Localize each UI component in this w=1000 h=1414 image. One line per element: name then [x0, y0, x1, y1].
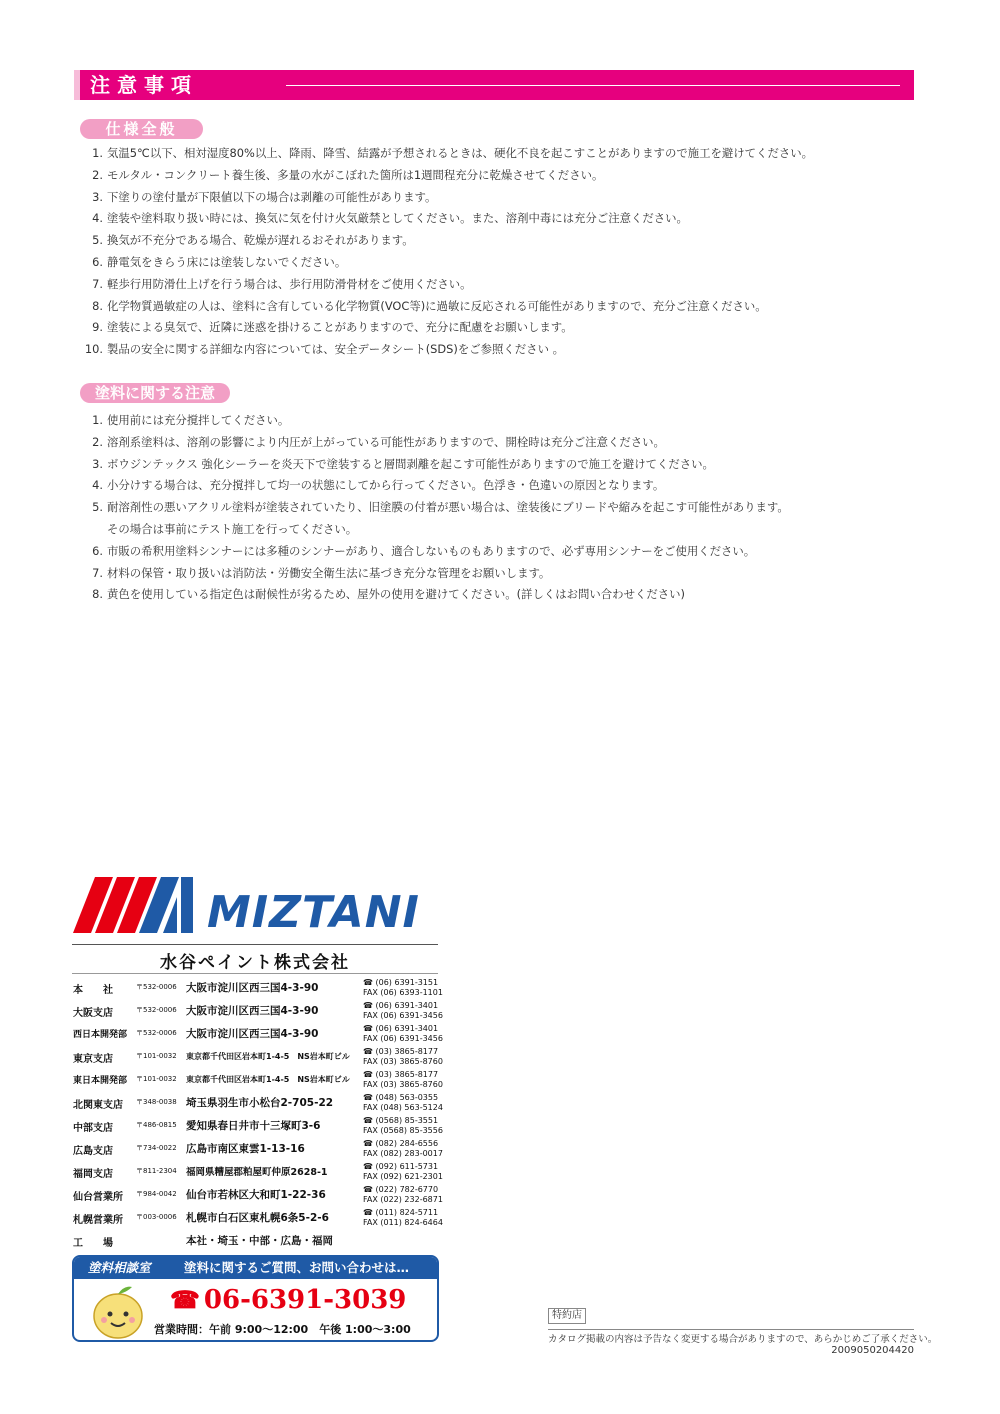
branch-row — [73, 1230, 443, 1253]
paint-notes-list — [84, 410, 789, 606]
branch-address: 東京都千代田区岩本町1-4-5 NS岩本町ビル — [186, 1075, 350, 1084]
phone-number: 06-6391-3039 — [203, 1285, 407, 1315]
branch-address: 広島市南区東雲1-13-16 — [186, 1143, 305, 1155]
branch-address: 埼玉県羽生市小松台2-705-22 — [186, 1097, 334, 1109]
divider — [72, 944, 438, 945]
branch-contact: ☎ (06) 6391-3401 FAX (06) 6391-3456 — [363, 1001, 443, 1020]
phone-icon: ☎ — [170, 1285, 200, 1314]
branch-zip: 〒532-0006 — [136, 983, 177, 991]
branch-zip: 〒984-0042 — [136, 1190, 177, 1198]
divider — [72, 973, 438, 974]
catalog-notice: カタログ掲載の内容は予告なく変更する場合がありますので、あらかじめご了承ください。 — [548, 1334, 938, 1345]
branch-contact: ☎ (0568) 85-3551 FAX (0568) 85-3556 — [363, 1116, 443, 1135]
branch-contact: ☎ (06) 6391-3151 FAX (06) 6393-1101 — [363, 978, 443, 997]
branch-contact: ☎ (092) 611-5731 FAX (092) 621-2301 — [363, 1162, 443, 1181]
branch-name: 東日本開発部 — [73, 1076, 128, 1086]
list-item: 7. 材料の保管・取り扱いは消防法・労働安全衛生法に基づき充分な管理をお願いします。 — [92, 565, 551, 580]
branch-address: 大阪市淀川区西三国4-3-90 — [186, 1028, 319, 1040]
branch-address: 愛知県春日井市十三塚町3-6 — [186, 1120, 321, 1132]
list-item: 4. 塗装や塗料取り扱い時には、換気に気を付け火気厳禁としてください。また、溶剤中毒には充分ご注意ください。 — [92, 211, 688, 226]
list-item: 6. 静電気をきらう床には塗装しないでください。 — [92, 254, 347, 269]
list-item: 1. 気温5℃以下、相対湿度80%以上、降雨、降雪、結露が予想されるときは、硬化不良を起こすことがありますので施工を避けてください。 — [92, 146, 814, 160]
branch-address: 大阪市淀川区西三国4-3-90 — [186, 1005, 319, 1017]
branch-zip: 〒532-0006 — [136, 1029, 177, 1037]
logo-mark — [73, 877, 193, 933]
branch-address: 大阪市淀川区西三国4-3-90 — [186, 982, 319, 994]
list-item: 3. ボウジンテックス 強化シーラーを炎天下で塗装すると層間剥離を起こす可能性がありますので施工を避けてください。 — [92, 456, 714, 471]
branch-name: 広島支店 — [73, 1146, 113, 1157]
branch-name: 大阪支店 — [73, 1008, 113, 1019]
header-rule — [286, 85, 900, 86]
list-item: 8. 黄色を使用している指定色は耐候性が劣るため、屋外の使用を避けてください。(詳しくはお問い合わせください) — [92, 587, 685, 602]
branch-zip: 〒101-0032 — [136, 1052, 177, 1060]
branch-zip: 〒486-0815 — [136, 1121, 177, 1129]
branch-row — [73, 1161, 443, 1184]
branch-name: 仙台営業所 — [73, 1192, 123, 1203]
page-title: 注意事項 — [90, 73, 198, 97]
consultation-phone[interactable] — [170, 1285, 406, 1315]
branch-zip: 〒003-0006 — [136, 1213, 177, 1221]
list-item: 5. 換気が不充分である場合、乾燥が遅れるおそれがあります。 — [92, 233, 414, 248]
branch-row — [73, 1207, 443, 1230]
list-item: 4. 小分けする場合は、充分撹拌して均一の状態にしてから行ってください。色浮き・色違いの原因となります。 — [92, 478, 665, 493]
list-item: 3. 下塗りの塗付量が下限値以下の場合は剥離の可能性があります。 — [92, 189, 437, 204]
branch-name: 中部支店 — [73, 1123, 113, 1134]
branch-row — [73, 1138, 443, 1161]
branch-row — [73, 1184, 443, 1207]
company-name: 水谷ペイント株式会社 — [160, 953, 350, 973]
consultation-label: 塗料相談室 — [88, 1260, 151, 1275]
logo-text: MIZTANI — [207, 887, 420, 935]
consultation-header — [74, 1257, 437, 1279]
catalog-code: 2009050204420 — [831, 1345, 914, 1356]
branch-name: 東京支店 — [73, 1054, 113, 1065]
list-item: 8. 化学物質過敏症の人は、塗料に含有している化学物質(VOC等)に過敏に反応される可能性がありますので、充分ご注意ください。 — [92, 298, 767, 313]
branch-name: 西日本開発部 — [73, 1030, 128, 1040]
branch-name: 札幌営業所 — [73, 1215, 123, 1226]
branch-contact: ☎ (022) 782-6770 FAX (022) 232-6871 — [363, 1185, 443, 1204]
branch-row — [73, 1069, 443, 1092]
branch-row — [73, 977, 443, 1000]
branch-row — [73, 1115, 443, 1138]
miztani-logo — [73, 873, 441, 935]
section-title-paint: 塗料に関する注意 — [80, 383, 230, 403]
branch-contact: ☎ (03) 3865-8177 FAX (03) 3865-8760 — [363, 1070, 443, 1089]
branch-zip: 〒734-0022 — [136, 1144, 177, 1152]
branch-contact: ☎ (082) 284-6556 FAX (082) 283-0017 — [363, 1139, 443, 1158]
consultation-question: 塗料に関するご質問、お問い合わせは… — [184, 1260, 410, 1275]
general-notes-list — [84, 143, 813, 361]
branch-name: 福岡支店 — [73, 1169, 113, 1180]
branch-row — [73, 1092, 443, 1115]
branch-zip: 〒101-0032 — [136, 1075, 177, 1083]
section-header — [74, 70, 914, 100]
section-title-general: 仕様全般 — [80, 119, 203, 139]
list-item: 2. 溶剤系塗料は、溶剤の影響により内圧が上がっている可能性がありますので、開栓時は充分ご注意ください。 — [92, 434, 665, 449]
consultation-box — [72, 1255, 439, 1342]
branch-name: 本 社 — [73, 985, 113, 996]
list-item: 6. 市販の希釈用塗料シンナーには多種のシンナーがあり、適合しないものもありますので、必ず専用シンナーをご使用ください。 — [92, 543, 756, 558]
list-item: 10. 製品の安全に関する詳細な内容については、安全データシート(SDS)をご参照ください 。 — [84, 342, 564, 357]
contract-dealer-label: 特約店 — [548, 1308, 586, 1324]
list-item: 1. 使用前には充分撹拌してください。 — [92, 413, 290, 427]
divider — [548, 1329, 914, 1330]
branch-zip: 〒348-0038 — [136, 1098, 177, 1106]
business-hours: 営業時間：午前 9:00〜12:00 午後 1:00〜3:00 — [154, 1323, 411, 1336]
branch-contact: ☎ (048) 563-0355 FAX (048) 563-5124 — [363, 1093, 443, 1112]
list-item: 9. 塗装による臭気で、近隣に迷惑を掛けることがありますので、充分に配慮をお願いします。 — [92, 320, 573, 335]
branch-name: 工 場 — [73, 1238, 113, 1249]
list-item: 5. 耐溶剤性の悪いアクリル塗料が塗装されていたり、旧塗膜の付着が悪い場合は、塗装後にブリードや縮みを起こす可能性があります。 — [92, 500, 789, 515]
branch-row — [73, 1000, 443, 1023]
list-item: 2. モルタル・コンクリート養生後、多量の水がこぼれた箇所は1週間程充分に乾燥させてください。 — [92, 167, 604, 182]
list-item: 7. 軽歩行用防滑仕上げを行う場合は、歩行用防滑骨材をご使用ください。 — [92, 276, 472, 291]
branch-address: 仙台市若林区大和町1-22-36 — [186, 1189, 326, 1201]
branch-name: 北関東支店 — [73, 1100, 123, 1111]
factory-locations: 本社・埼玉・中部・広島・福岡 — [186, 1235, 333, 1247]
header-accent — [74, 70, 80, 100]
branch-contact: ☎ (03) 3865-8177 FAX (03) 3865-8760 — [363, 1047, 443, 1066]
branch-address: 札幌市白石区東札幌6条5-2-6 — [186, 1212, 329, 1224]
branch-contact: ☎ (011) 824-5711 FAX (011) 824-6464 — [363, 1208, 443, 1227]
branch-contact: ☎ (06) 6391-3401 FAX (06) 6391-3456 — [363, 1024, 443, 1043]
mascot-icon — [88, 1283, 148, 1341]
branch-zip: 〒811-2304 — [136, 1167, 177, 1175]
branch-row — [73, 1046, 443, 1069]
list-item-continuation: その場合は事前にテスト施工を行ってください。 — [107, 521, 358, 536]
branch-zip: 〒532-0006 — [136, 1006, 177, 1014]
branch-address: 福岡県糟屋郡粕屋町仲原2628-1 — [186, 1167, 328, 1178]
branch-address: 東京都千代田区岩本町1-4-5 NS岩本町ビル — [186, 1052, 350, 1061]
branch-list — [73, 977, 443, 1253]
branch-row — [73, 1023, 443, 1046]
